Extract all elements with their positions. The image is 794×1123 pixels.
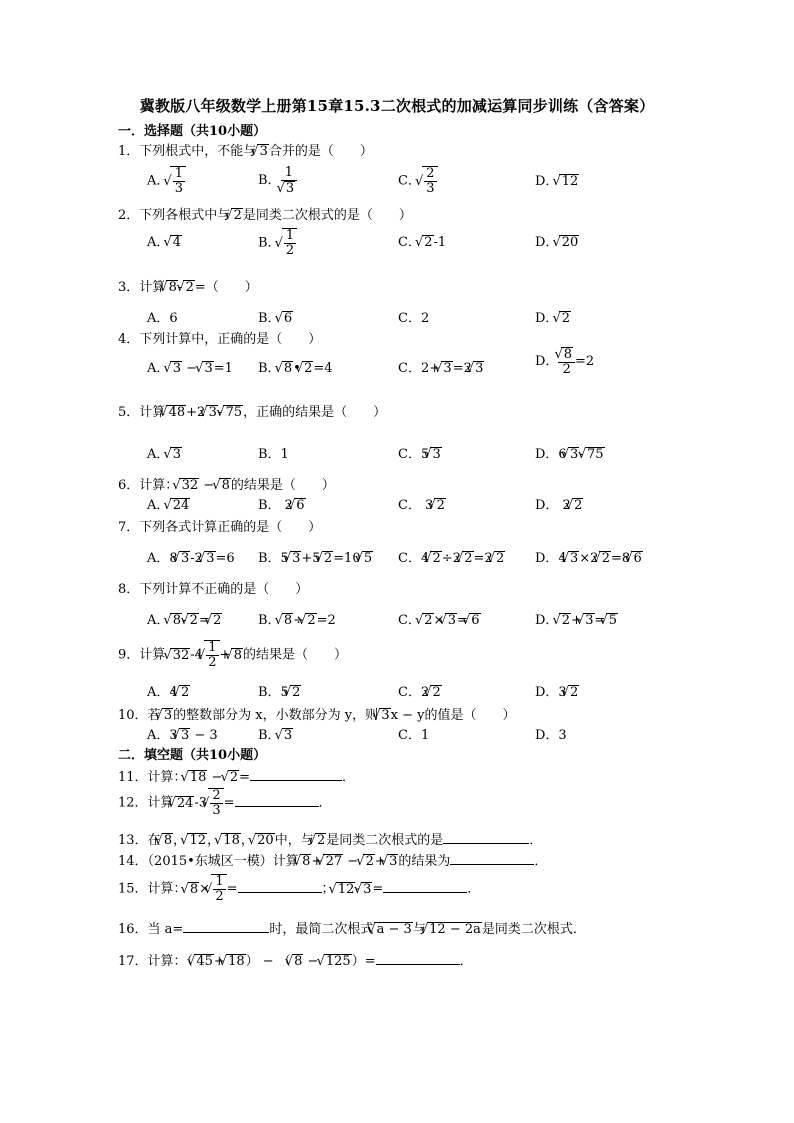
q10-option-b: B．√ 3	[258, 724, 293, 743]
q2-option-c: C．√ 2-1	[398, 231, 446, 250]
question-8: 8．下列计算不正确的是（ ）	[118, 582, 309, 597]
q7-option-d: D．4√ 3×2√ 2=8√ 6	[535, 547, 643, 566]
section-fill-heading: 二．填空题（共10小题）	[118, 748, 267, 763]
q9-option-b: B．5√ 2	[258, 681, 301, 700]
q4-option-b: B．√ 8•√ 2=4	[258, 357, 333, 376]
q6-option-a: A．√ 24	[147, 494, 190, 513]
question-16: 16．当 a= 时，最简二次根式√ a − 3与√ 12 − 2a是同类二次根式．	[118, 918, 586, 937]
question-9: 9．计算 √ 32-4 √ $\frac{1}{2}$ +√ 8的结果是（ ）	[118, 640, 347, 669]
q5-option-c: C．5√ 3	[398, 443, 442, 462]
q9-option-a: A．4√ 2	[147, 681, 190, 700]
q5-option-d: D．6√ 3-√ 75	[535, 443, 605, 462]
q3-option-d: D．√ 2	[535, 307, 571, 326]
question-7: 7．下列各式计算正确的是（ ）	[118, 520, 322, 535]
question-11: 11．计算：√ 18 − √ 2= ．	[118, 766, 355, 785]
q4-option-a: A．√ 3 − √ 3=1	[147, 357, 233, 376]
q2-option-b: B． √ $\frac{1}{2}$	[258, 228, 297, 257]
q6-option-d: D． 2√ 2	[535, 494, 583, 513]
section-choice-heading: 一．选择题（共10小题）	[118, 124, 267, 139]
q1-option-b: B． 1 √ 3	[258, 166, 297, 195]
question-2: 2．下列各根式中与√ 2是同类二次根式的是（ ）	[118, 204, 412, 223]
q6-option-b: B． 2√ 6	[258, 494, 306, 513]
question-10: 10．若√ 3的整数部分为 x，小数部分为 y，则√ 3x − y的值是（ ）	[118, 704, 516, 723]
q5-option-a: A．√ 3	[147, 443, 182, 462]
q3-option-b: B．√ 6	[258, 307, 293, 326]
q7-option-a: A．8√ 3-2√ 3=6	[147, 547, 235, 566]
question-3: 3．计算√ 8-√ 2=（ ）	[118, 276, 258, 295]
question-1: 1．下列根式中，不能与√ 3合并的是（ ）	[118, 140, 373, 159]
q7-option-b: B．5√ 3+5√ 2=10√ 5	[258, 547, 373, 566]
q9-option-c: C．2√ 2	[398, 681, 442, 700]
q8-option-a: A．√ 8-√ 2=√ 2	[147, 609, 222, 628]
q2-option-a: A．√ 4	[147, 231, 182, 250]
q10-option-c: C．1	[398, 728, 430, 743]
q1-option-c: C． √ $\frac{2}{3}$	[398, 166, 438, 195]
q9-option-d: D．3√ 2	[535, 681, 579, 700]
q1-option-d: D．√ 12	[535, 170, 579, 189]
question-4: 4．下列计算中，正确的是（ ）	[118, 332, 322, 347]
question-17: 17．计算：（√ 45+√ 18） − （√ 8 − √ 125）= ．	[118, 950, 473, 969]
q8-option-c: C．√ 2×√ 3=√ 6	[398, 609, 481, 628]
question-13: 13．在√ 8，√ 12，√ 18，√ 20中，与√ 2是同类二次根式的是 ．	[118, 829, 542, 848]
q3-option-c: C．2	[398, 311, 430, 326]
q4-option-d: D． √ $\frac{8}{2}$ =2	[535, 347, 594, 376]
question-5: 5．计算√ 48+2√ 3-√ 75，正确的结果是（ ）	[118, 401, 386, 420]
q3-option-a: A．6	[147, 311, 178, 326]
q10-option-d: D．3	[535, 728, 567, 743]
question-6: 6．计算：√ 32 − √ 8的结果是（ ）	[118, 474, 335, 493]
q8-option-d: D．√ 2+√ 3=√ 5	[535, 609, 618, 628]
q10-option-a: A．3√ 3 − 3	[147, 724, 218, 743]
q5-option-b: B．1	[258, 447, 289, 462]
q1-option-a: A． √ $\frac{1}{3}$	[147, 166, 186, 195]
q6-option-c: C． 3√ 2	[398, 494, 446, 513]
q4-option-c: C．2+√ 3=2√ 3	[398, 357, 484, 376]
q7-option-c: C．4√ 2÷2√ 2=2√ 2	[398, 547, 505, 566]
question-12: 12．计算√ 24-3 √ $\frac{2}{3}$ = ．	[118, 788, 332, 817]
question-14: 14．（2015•东城区一模）计算√ 8+√ 27 − √ 2+√ 3的结果为 ．	[118, 850, 547, 869]
question-15: 15．计算：√ 8× √ $\frac{1}{2}$ = ；√ 12-√ 3= ．	[118, 874, 480, 903]
page-title: 冀教版八年级数学上册第15章15.3二次根式的加减运算同步训练（含答案）	[139, 97, 655, 115]
q8-option-b: B．√ 8÷√ 2=2	[258, 609, 336, 628]
q2-option-d: D．√ 20	[535, 231, 579, 250]
